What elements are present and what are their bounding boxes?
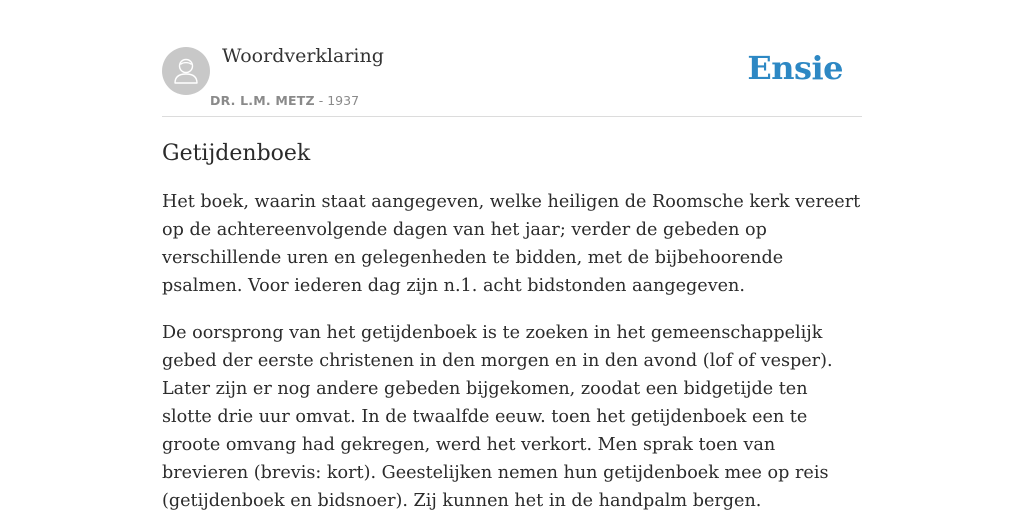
entry-paragraph: De oorsprong van het getijdenboek is te zoeken in het gemeenschappelijk gebed der eerste christenen in den morgen en in den avond (lof of vesper). Later zijn er nog andere gebeden bijgekomen, zoodat een bidgetijde ten slotte drie uur omvat. In de twaalfde eeuw. toen het getijdenboek een te groote omvang had gekregen, werd het verkort. Men sprak toen van brevieren (brevis: kort). Geestelijken nemen hun getijdenboek mee op reis (getijdenboek en bidsnoer). Zij kunnen het in de handpalm bergen. [162,323,833,511]
publication-year: 1937 [327,93,360,108]
byline-separator: - [314,93,328,108]
entry-headword: Getijdenboek [162,141,311,166]
ensie-logo-link[interactable]: Ensie [747,49,843,87]
entry-content [162,137,862,512]
person-outline-icon [162,47,210,95]
byline [210,93,359,108]
author-name[interactable]: DR. L.M. METZ [210,93,315,108]
entry-paragraph: Het boek, waarin staat aangegeven, welke heiligen de Roomsche kerk vereert op de achtereenvolgende dagen van het jaar; verder de gebeden op verschillende uren en gelegenheden te bidden, met de bijbehoorende psalmen. Voor iederen dag zijn n.1. acht bidstonden aangegeven. [162,192,861,296]
user-avatar-icon[interactable] [162,47,210,95]
source-title[interactable]: Woordverklaring [222,45,384,67]
header [162,40,862,117]
